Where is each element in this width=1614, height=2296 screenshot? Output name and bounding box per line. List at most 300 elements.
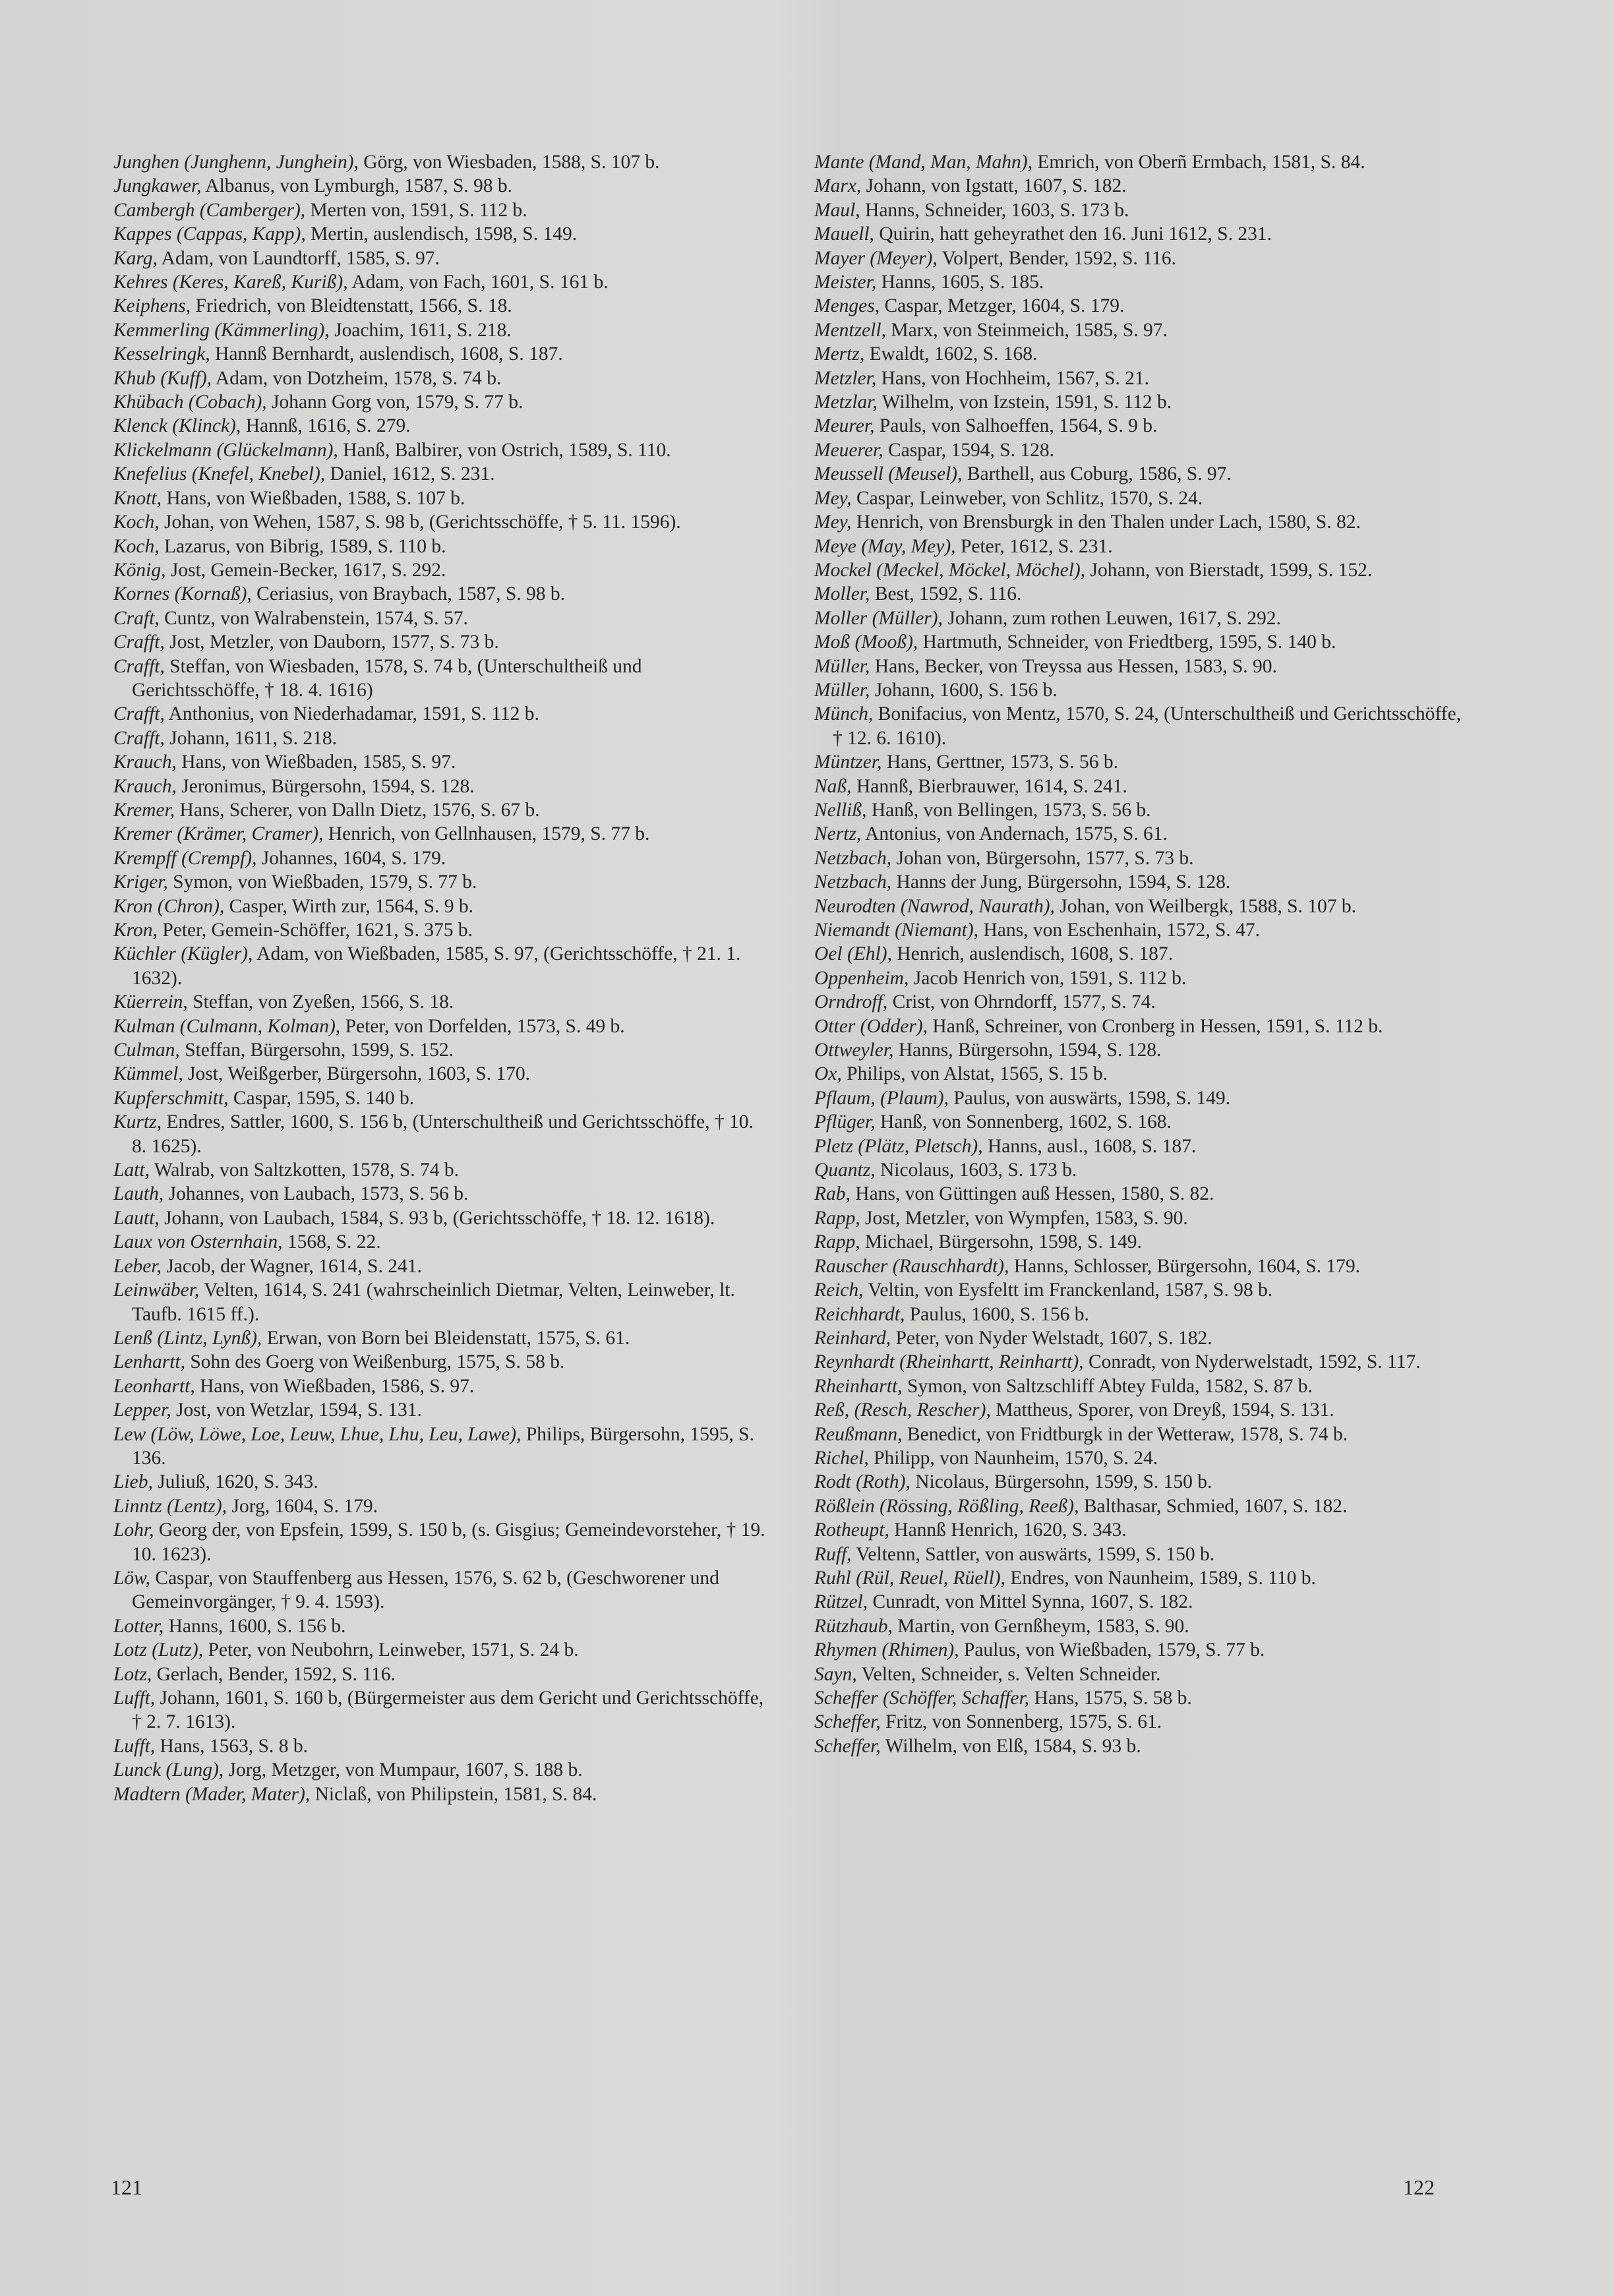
entry-name: Moller (Müller), (814, 607, 943, 629)
entry-details: Johann, von Laubach, 1584, S. 93 b, (Gerichtsschöffe, † 18. 12. 1618). (159, 1207, 715, 1229)
entry-details: Hans, Scherer, von Dalln Dietz, 1576, S. 67 b. (175, 799, 540, 821)
index-entry (814, 1158, 1474, 1182)
index-entry (814, 1350, 1474, 1374)
index-entry (814, 582, 1474, 606)
entry-details: Veltin, von Eysfeltt im Franckenland, 1587, S. 98 b. (863, 1280, 1273, 1301)
entry-details: Bonifacius, von Mentz, 1570, S. 24, (Unterschultheiß und Gerichtsschöffe, † 12. 6. 1610). (833, 703, 1461, 749)
entry-details: Velten, Schneider, s. Velten Schneider. (856, 1663, 1161, 1685)
entry-name: Mey, (814, 512, 852, 533)
entry-name: Kümmel, (113, 1063, 183, 1085)
entry-name: Kron, (113, 920, 158, 941)
entry-details: Michael, Bürgersohn, 1598, S. 149. (860, 1231, 1142, 1253)
index-entry (113, 1494, 773, 1518)
entry-name: Rapp, (814, 1231, 860, 1253)
entry-details: Daniel, 1612, S. 231. (325, 463, 495, 485)
entry-details: Marx, von Steinmeich, 1585, S. 97. (885, 319, 1168, 341)
entry-name: Knott, (113, 487, 162, 509)
entry-details: Joachim, 1611, S. 218. (329, 319, 512, 341)
entry-details: Peter, 1612, S. 231. (955, 535, 1113, 557)
entry-details: Henrich, auslendisch, 1608, S. 187. (891, 943, 1174, 965)
entry-details: Adam, von Laundtorff, 1585, S. 97. (157, 247, 440, 269)
entry-details: Barthell, aus Coburg, 1586, S. 97. (962, 463, 1232, 485)
entry-name: Küerrein, (113, 991, 188, 1013)
entry-name: Löw, (113, 1567, 151, 1589)
entry-details: Merten von, 1591, S. 112 b. (305, 199, 527, 221)
entry-details: Endres, von Naunheim, 1589, S. 110 b. (1005, 1567, 1316, 1589)
entry-details: Jacob Henrich von, 1591, S. 112 b. (909, 967, 1187, 989)
entry-name: Rodt (Roth), (814, 1471, 911, 1493)
entry-name: Lunck (Lung), (113, 1759, 224, 1781)
index-entry (814, 342, 1474, 366)
entry-name: Rab, (814, 1183, 851, 1205)
entry-details: Jost, Metzler, von Wympfen, 1583, S. 90. (860, 1207, 1188, 1229)
index-entry (113, 1206, 773, 1230)
index-entry (814, 294, 1474, 318)
page-number-left: 121 (111, 2175, 142, 2199)
entry-details: Hanns, 1605, S. 185. (876, 272, 1044, 293)
entry-name: Rauscher (Rauschhardt), (814, 1255, 1009, 1277)
entry-name: Mey, (814, 487, 852, 509)
entry-name: Kehres (Keres, Kareß, Kurіß), (113, 272, 348, 293)
entry-name: Klenck (Klinck), (113, 415, 241, 437)
index-entry (113, 1566, 773, 1614)
index-entry (814, 1470, 1474, 1494)
index-entry (814, 174, 1474, 198)
entry-name: Müller, (814, 655, 870, 677)
entry-details: Hans, von Wießbaden, 1586, S. 97. (194, 1375, 475, 1397)
entry-details: Steffan, von Zyeßen, 1566, S. 18. (187, 991, 454, 1013)
entry-details: Mattheus, Sporer, von Dreyß, 1594, S. 131. (990, 1399, 1334, 1421)
entry-details: Emrich, von Oberñ Ermbach, 1581, S. 84. (1032, 152, 1365, 173)
index-entry (113, 438, 773, 462)
index-entry (113, 775, 773, 798)
entry-details: Hanns, Bürgersohn, 1594, S. 128. (893, 1040, 1162, 1061)
entry-name: Mockel (Meckel, Möckel, Möchel), (814, 559, 1086, 581)
entry-name: Krauch, (113, 751, 177, 773)
index-entry (814, 1423, 1474, 1446)
entry-name: Metzler, (814, 367, 877, 389)
entry-details: Gerlach, Bender, 1592, S. 116. (152, 1663, 396, 1685)
index-entry (113, 294, 773, 318)
index-entry (113, 1038, 773, 1062)
index-entry (113, 1374, 773, 1398)
entry-details: Philips, von Alstat, 1565, S. 15 b. (841, 1063, 1108, 1085)
entry-details: Hans, 1563, S. 8 b. (155, 1735, 309, 1757)
entry-name: Rützhaub, (814, 1615, 893, 1637)
entry-details: Caspar, von Stauffenberg aus Hessen, 1576, S. 62 b, (Geschworener und Gemeinvorgänger, † 9. 4. 1593). (132, 1567, 719, 1613)
index-entry (814, 750, 1474, 774)
entry-details: Hans, von Güttingen auß Hessen, 1580, S. 82. (850, 1183, 1214, 1205)
entry-name: Netzbach, (814, 847, 892, 869)
index-entry (113, 342, 773, 366)
entry-details: Symon, von Saltzschliff Abtey Fulda, 1582, S. 87 b. (902, 1375, 1313, 1397)
index-entry (113, 1182, 773, 1206)
entry-details: Henrich, von Gellnhausen, 1579, S. 77 b. (323, 823, 650, 845)
index-entry (814, 1734, 1474, 1758)
entry-name: Culman, (113, 1040, 180, 1061)
entry-details: Philipp, von Naunheim, 1570, S. 24. (868, 1447, 1158, 1469)
entry-details: Endres, Sattler, 1600, S. 156 b, (Unterschultheiß und Gerichtsschöffe, † 10. 8. 1625). (132, 1111, 754, 1157)
entry-name: Kulman (Culmann, Kolman), (113, 1015, 341, 1037)
index-entry (113, 750, 773, 774)
index-entry (113, 1638, 773, 1662)
entry-details: Cuntz, von Walrabenstein, 1574, S. 57. (159, 607, 468, 629)
left-column (113, 150, 773, 1806)
index-entry (814, 150, 1474, 174)
entry-name: Orndroff, (814, 991, 888, 1013)
entry-details: Hannß, 1616, S. 279. (241, 415, 411, 437)
index-entry (814, 966, 1474, 990)
entry-name: Mayer (Meyer), (814, 247, 938, 269)
index-entry (814, 222, 1474, 246)
entry-name: Pletz (Plätz, Pletsch), (814, 1135, 983, 1157)
entry-details: Hans, von Wießbaden, 1585, S. 97. (176, 751, 456, 773)
index-entry (113, 1158, 773, 1182)
entry-details: Hans, 1575, S. 58 b. (1029, 1688, 1192, 1709)
entry-details: Lazarus, von Bibrig, 1589, S. 110 b. (159, 535, 446, 557)
entry-name: Menges, (814, 295, 880, 317)
index-entry (113, 1230, 773, 1254)
index-entry (113, 1518, 773, 1566)
entry-name: Kornes (Kornaß), (113, 583, 252, 605)
entry-name: Cambergh (Camberger), (113, 199, 306, 221)
index-entry (113, 1686, 773, 1734)
entry-details: Cunradt, von Mittel Synna, 1607, S. 182. (868, 1591, 1193, 1613)
entry-name: Leonhartt, (113, 1375, 195, 1397)
entry-details: Jeronimus, Bürgersohn, 1594, S. 128. (176, 775, 475, 797)
entry-details: Peter, von Nyder Welstadt, 1607, S. 182. (891, 1327, 1212, 1349)
entry-details: Paulus, von auswärts, 1598, S. 149. (949, 1087, 1230, 1109)
entry-name: Mante (Mand, Man, Mahn), (814, 152, 1032, 173)
entry-name: Reynhardt (Rheinhartt, Reinhartt), (814, 1351, 1084, 1373)
index-entry (113, 655, 773, 703)
entry-name: Koch, (113, 512, 160, 533)
entry-details: Walrab, von Saltzkotten, 1578, S. 74 b. (149, 1160, 459, 1181)
index-entry (113, 990, 773, 1014)
index-entry (113, 414, 773, 438)
entry-name: Lauth, (113, 1183, 164, 1205)
entry-details: Hans, von Wießbaden, 1588, S. 107 b. (161, 487, 465, 509)
entry-details: Antonius, von Andernach, 1575, S. 61. (861, 823, 1168, 845)
entry-details: Balthasar, Schmied, 1607, S. 182. (1079, 1495, 1348, 1517)
index-entry (814, 367, 1474, 390)
entry-name: Moß (Mooß), (814, 632, 918, 653)
entry-details: Hanns, ausl., 1608, S. 187. (982, 1135, 1197, 1157)
entry-name: Reinhard, (814, 1327, 891, 1349)
index-entry (113, 1254, 773, 1278)
index-entry (113, 1758, 773, 1782)
entry-details: Best, 1592, S. 116. (870, 583, 1022, 605)
entry-details: Johann Gorg von, 1579, S. 77 b. (266, 392, 523, 413)
entry-details: Pauls, von Salhoeffen, 1564, S. 9 b. (874, 415, 1158, 437)
entry-details: Martin, von Gernßheym, 1583, S. 90. (892, 1615, 1189, 1637)
entry-details: Paulus, von Wießbaden, 1579, S. 77 b. (959, 1639, 1265, 1661)
entry-details: Hanß, von Bellingen, 1573, S. 56 b. (866, 799, 1151, 821)
index-entry (113, 1015, 773, 1038)
entry-details: Peter, von Dorfelden, 1573, S. 49 b. (340, 1015, 625, 1037)
entry-name: Karg, (113, 247, 158, 269)
entry-name: Otter (Odder), (814, 1015, 928, 1037)
entry-details: Hanns, 1600, S. 156 b. (164, 1615, 346, 1637)
entry-details: Caspar, Leinweber, von Schlitz, 1570, S. 24. (851, 487, 1203, 509)
entry-details: Philips, Bürgersohn, 1595, S. 136. (132, 1423, 754, 1469)
entry-details: Henrich, von Brensburgk in den Thalen under Lach, 1580, S. 82. (851, 512, 1361, 533)
index-entry (814, 918, 1474, 942)
index-entry (113, 174, 773, 198)
entry-details: Volpert, Bender, 1592, S. 116. (937, 247, 1176, 269)
index-entry (113, 198, 773, 222)
entry-name: Kemmerling (Kämmerling), (113, 319, 330, 341)
entry-name: Latt, (113, 1160, 150, 1181)
entry-name: Craft, (113, 607, 160, 629)
entry-details: Johan, von Wehen, 1587, S. 98 b, (Gerichtsschöffe, † 5. 11. 1596). (159, 512, 681, 533)
entry-name: Mertz, (814, 343, 865, 365)
entry-name: Kurtz, (113, 1111, 162, 1133)
index-entry (814, 414, 1474, 438)
right-column (814, 150, 1474, 1758)
entry-name: Mentzell, (814, 319, 886, 341)
index-entry (113, 1062, 773, 1086)
entry-name: Laux von Osternhain, (113, 1231, 283, 1253)
index-entry (113, 367, 773, 390)
index-entry (113, 726, 773, 750)
entry-name: Rapp, (814, 1207, 860, 1229)
entry-name: Crafft, (113, 632, 165, 653)
entry-name: Crafft, (113, 703, 165, 725)
entry-name: Rützel, (814, 1591, 868, 1613)
index-entry (814, 1590, 1474, 1614)
entry-details: Görg, von Wiesbaden, 1588, S. 107 b. (358, 152, 660, 173)
index-entry (814, 1062, 1474, 1086)
entry-name: Lufft, (113, 1688, 156, 1709)
entry-details: Symon, von Wießbaden, 1579, S. 77 b. (167, 871, 477, 893)
entry-details: Johann, von Bierstadt, 1599, S. 152. (1085, 559, 1373, 581)
entry-details: Friedrich, von Bleidtenstatt, 1566, S. 18. (191, 295, 512, 317)
entry-name: Kriger, (113, 871, 168, 893)
entry-details: Hanns, Schneider, 1603, S. 173 b. (860, 199, 1129, 221)
entry-details: Sohn des Goerg von Weißenburg, 1575, S. 58 b. (185, 1351, 565, 1373)
index-entry (113, 1423, 773, 1471)
index-entry (113, 1086, 773, 1110)
index-entry (814, 1230, 1474, 1254)
index-entry (113, 606, 773, 630)
entry-details: Hans, von Hochheim, 1567, S. 21. (876, 367, 1150, 389)
entry-name: Rheinhartt, (814, 1375, 903, 1397)
index-entry (814, 318, 1474, 342)
index-entry (814, 1254, 1474, 1278)
index-entry (113, 870, 773, 894)
entry-name: Netzbach, (814, 871, 892, 893)
entry-name: Sayn, (814, 1663, 857, 1685)
entry-name: Nellіß, (814, 799, 867, 821)
index-entry (814, 990, 1474, 1014)
index-entry (814, 1278, 1474, 1302)
entry-name: König, (113, 559, 166, 581)
entry-details: Hanß, von Sonnenberg, 1602, S. 168. (875, 1111, 1172, 1133)
index-entry (814, 1566, 1474, 1590)
entry-name: Rößlein (Rössing, Rößling, Reeß), (814, 1495, 1079, 1517)
entry-name: Klickelmann (Glückelmann), (113, 439, 338, 461)
entry-details: Hannß, Bierbrauwer, 1614, S. 241. (851, 775, 1127, 797)
entry-name: Kron (Chron), (113, 895, 225, 917)
entry-details: Fritz, von Sonnenberg, 1575, S. 61. (880, 1711, 1162, 1733)
index-entry (814, 438, 1474, 462)
entry-name: Meister, (814, 272, 877, 293)
index-entry (814, 1086, 1474, 1110)
entry-name: Ottweyler, (814, 1040, 894, 1061)
index-entry (814, 1326, 1474, 1350)
entry-details: Hartmuth, Schneider, von Friedtberg, 1595, S. 140 b. (918, 632, 1336, 653)
entry-name: Lew (Löw, Löwe, Loe, Leuw, Lhue, Lhu, Leu, Lawe), (113, 1423, 522, 1445)
entry-details: Jost, Gemein-Becker, 1617, S. 292. (165, 559, 446, 581)
entry-details: Johann, 1611, S. 218. (164, 727, 338, 749)
index-entry (814, 798, 1474, 822)
entry-details: Steffan, von Wiesbaden, 1578, S. 74 b, (Unterschultheiß und Gerichtsschöffe, † 18. 4. 1616) (132, 655, 642, 701)
index-entry (113, 535, 773, 558)
entry-details: Peter, Gemein-Schöffer, 1621, S. 375 b. (157, 920, 473, 941)
entry-details: Crist, von Ohrndorff, 1577, S. 74. (887, 991, 1156, 1013)
entry-name: Lenß (Lintz, Lynß), (113, 1327, 262, 1349)
entry-name: Lotz, (113, 1663, 152, 1685)
entry-details: Johannes, von Laubach, 1573, S. 56 b. (164, 1183, 469, 1205)
index-entry (814, 655, 1474, 678)
entry-details: 1568, S. 22. (282, 1231, 381, 1253)
index-entry (814, 390, 1474, 414)
index-entry (113, 798, 773, 822)
entry-name: Scheffer, (814, 1735, 881, 1757)
entry-name: Neurodten (Nawrod, Naurath), (814, 895, 1055, 917)
entry-name: Lieb, (113, 1471, 153, 1493)
entry-name: Khub (Kuff), (113, 367, 212, 389)
entry-details: Conradt, von Nyderwelstadt, 1592, S. 117. (1083, 1351, 1421, 1373)
index-entry (814, 1374, 1474, 1398)
entry-details: Johann, 1601, S. 160 b, (Bürgermeister aus dem Gericht und Gerichtsschöffe, † 2. 7. 1613). (132, 1688, 764, 1733)
entry-details: Mertin, auslendisch, 1598, S. 149. (305, 223, 578, 245)
entry-name: Reß, (Resch, Rescher), (814, 1399, 991, 1421)
index-entry (814, 1206, 1474, 1230)
entry-name: Müller, (814, 679, 870, 701)
entry-details: Adam, von Wießbaden, 1585, S. 97, (Gerichtsschöffe, † 21. 1. 1632). (132, 943, 741, 989)
index-entry (113, 846, 773, 870)
entry-details: Johann, zum rothen Leuwen, 1617, S. 292. (942, 607, 1281, 629)
entry-details: Steffan, Bürgersohn, 1599, S. 152. (179, 1040, 454, 1061)
entry-name: Meurer, (814, 415, 875, 437)
index-entry (814, 198, 1474, 222)
index-entry (814, 870, 1474, 894)
entry-details: Wilhelm, von Izstein, 1591, S. 112 b. (877, 392, 1172, 413)
entry-name: Ox, (814, 1063, 842, 1085)
index-entry (113, 150, 773, 174)
entry-details: Hannß Henrich, 1620, S. 343. (889, 1519, 1127, 1541)
entry-name: Quantz, (814, 1160, 876, 1181)
entry-details: Johann, 1600, S. 156 b. (870, 679, 1058, 701)
entry-name: Küchler (Kügler), (113, 943, 253, 965)
entry-details: Paulus, 1600, S. 156 b. (905, 1303, 1089, 1325)
index-entry (814, 1398, 1474, 1422)
entry-details: Johann, von Igstatt, 1607, S. 182. (861, 175, 1127, 197)
index-entry (814, 1638, 1474, 1662)
index-entry (814, 247, 1474, 270)
entry-details: Jost, Weißgerber, Bürgersohn, 1603, S. 170. (183, 1063, 531, 1085)
entry-details: Hanß, Schreiner, von Cronberg in Hessen, 1591, S. 112 b. (928, 1015, 1383, 1037)
index-entry (113, 942, 773, 990)
index-entry (814, 486, 1474, 510)
entry-details: Johan, von Weilbergk, 1588, S. 107 b. (1054, 895, 1356, 917)
entry-details: Johan von, Bürgersohn, 1577, S. 73 b. (891, 847, 1194, 869)
entry-name: Reichhardt, (814, 1303, 905, 1325)
entry-name: Mauell, (814, 223, 874, 245)
index-entry (814, 1614, 1474, 1638)
index-entry (113, 1614, 773, 1638)
entry-name: Kremer, (113, 799, 175, 821)
entry-details: Caspar, 1595, S. 140 b. (228, 1087, 415, 1109)
entry-details: Juliuß, 1620, S. 343. (152, 1471, 318, 1493)
entry-details: Velten, 1614, S. 241 (wahrscheinlich Dietmar, Velten, Leinweber, lt. Taufb. 1615 ff.). (132, 1280, 735, 1325)
entry-name: Ruhl (Rül, Reuel, Rüell), (814, 1567, 1005, 1589)
entry-details: Jacob, der Wagner, 1614, S. 241. (161, 1255, 422, 1277)
entry-name: Ruff, (814, 1543, 852, 1565)
entry-details: Erwan, von Born bei Bleidenstatt, 1575, S. 61. (262, 1327, 630, 1349)
index-entry (113, 1470, 773, 1494)
index-entry (814, 558, 1474, 582)
index-entry (814, 462, 1474, 486)
entry-details: Ewaldt, 1602, S. 168. (864, 343, 1038, 365)
index-entry (814, 1446, 1474, 1470)
entry-name: Pflüger, (814, 1111, 876, 1133)
entry-details: Veltenn, Sattler, von auswärts, 1599, S. 150 b. (851, 1543, 1215, 1565)
index-entry (113, 1326, 773, 1350)
index-entry (814, 1518, 1474, 1542)
entry-name: Junghen (Junghenn, Junghein), (113, 152, 359, 173)
index-entry (113, 318, 773, 342)
index-entry (113, 247, 773, 270)
entry-name: Scheffer (Schöffer, Schaffer, (814, 1688, 1030, 1709)
entry-details: Jorg, Metzger, von Mumpaur, 1607, S. 188 b. (224, 1759, 583, 1781)
entry-details: Hanß, Balbirer, von Ostrich, 1589, S. 110. (338, 439, 671, 461)
index-entry (113, 702, 773, 726)
entry-name: Lenhartt, (113, 1351, 185, 1373)
index-entry (814, 1663, 1474, 1686)
entry-name: Pflaum, (Plaum), (814, 1087, 949, 1109)
entry-name: Oel (Ehl), (814, 943, 892, 965)
entry-name: Lotter, (113, 1615, 164, 1637)
entry-details: Hanns der Jung, Bürgersohn, 1594, S. 128. (891, 871, 1231, 893)
index-entry (113, 1734, 773, 1758)
index-entry (814, 1038, 1474, 1062)
index-entry (814, 606, 1474, 630)
entry-details: Nicolaus, 1603, S. 173 b. (875, 1160, 1077, 1181)
entry-details: Hans, Gerttner, 1573, S. 56 b. (882, 751, 1118, 773)
entry-name: Metzlar, (814, 392, 878, 413)
index-entry (814, 1494, 1474, 1518)
entry-name: Richel, (814, 1447, 869, 1469)
index-entry (814, 822, 1474, 846)
index-entry (113, 895, 773, 918)
entry-details: Caspar, 1594, S. 128. (883, 439, 1054, 461)
index-entry (814, 1182, 1474, 1206)
entry-name: Münch, (814, 703, 874, 725)
entry-name: Kappes (Cappas, Kapp), (113, 223, 306, 245)
index-entry (113, 1278, 773, 1326)
entry-name: Lepper, (113, 1399, 171, 1421)
entry-details: Casper, Wirth zur, 1564, S. 9 b. (224, 895, 474, 917)
index-entry (814, 1710, 1474, 1734)
index-entry (814, 1110, 1474, 1134)
entry-name: Lufft, (113, 1735, 156, 1757)
entry-name: Knefelius (Knefel, Knebel), (113, 463, 326, 485)
index-entry (113, 1110, 773, 1158)
index-entry (113, 822, 773, 846)
